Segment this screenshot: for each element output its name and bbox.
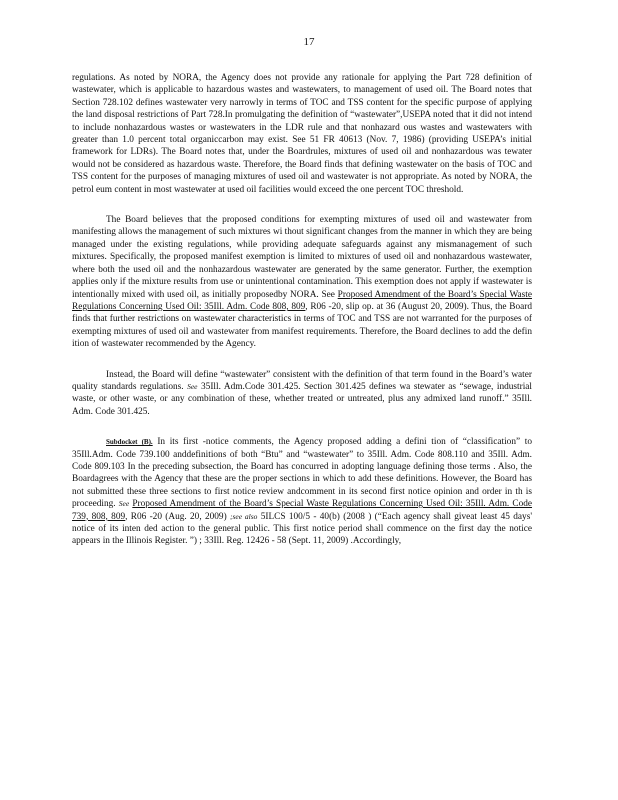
page-number: 17 [303,36,315,48]
signal-word: See [187,381,198,391]
body-text-run: , R06 -20 (Aug. 20, 2009) [125,511,230,522]
signal-word: See [118,499,130,509]
citation-text: Proposed Amendment of the Board’s Special Waste Regulations Concerning Used Oil: 35Ill. Adm. Code 808, 809 [72,289,532,312]
document-body [72,72,532,548]
body-text-run: Instead, the Board will define “wastewater” consistent with the definition of that term found in the Board’s water quality standards regulations. [72,369,532,392]
body-text-run: regulations. As noted by NORA, the Agency does not provide any rationale for applying the Part 728 definition of wastewater, which is applicable to hazardous wastes and wastewaters, to management of used oil. The Board notes that Section 728.102 defines wastewater very narrowly in terms of TOC and TSS content for the specific purpose of applying the land disposal restrictions of Part 728.In promulgating the definition of “wastewater”,USEPA noted that it did not intend to include nonhazardous wastes or wastewaters in the LDR rule and that nonhazard ous wastes and wastewaters with greater than 1.0 percent total organiccarbon may exist. See 51 FR 40613 (Nov. 7, 1986) (providing USEPA’s initial framework for LDRs). The Board notes that, under the Boardrules, mixtures of used oil and nonhazardous was tewater would not be considered as hazardous waste. Therefore, the Board finds that defining wastewater on the basis of TOC and TSS content for the purposes of managing mixtures of used oil and wastewater is not appropriate. As noted by NORA, the petrol eum content in most wastewater at used oil facilities would exceed the one percent TOC threshold. [72,73,532,195]
body-text-run: , R06 -20, slip op. at 36 (August 20, 2009). Thus, the Board finds that further restrictions on wastewater characteristics in terms of TOC and TSS are not warranted for the purposes of exempting mixtures of used oil and wastewater from manifest requirements. Therefore, the Board declines to add the defin ition of wastewater recommended by the Agency. [72,301,532,350]
paragraph-2 [72,214,532,350]
paragraph-1 [72,72,532,196]
body-text-run: 35Ill. Adm.Code 301.425. Section 301.425 defines wa stewater as “sewage, industrial waste, or other waste, or any combination of these, whether treated or untreated, plus any admixed land runoff.” 35Ill. Adm. Code 301.425. [72,381,532,417]
body-text-run: The Board believes that the proposed conditions for exempting mixtures of used oil and wastewater from manifesting allows the management of such mixtures wi thout significant changes from the manner in which they are being managed under the existing regulations, while providing adequate safeguards against any mismanagement of such mixtures. Specifically, the proposed manifest exemption is limited to mixtures of used oil and nonhazardous wastewater, where both the used oil and the nonhazardous wastewater are generated by the same generator. Further, the exemption applies only if the mixture results from use or unintentional contamination. This exemption does not apply if wastewater is intentionally mixed with used oil, as initially proposedby NORA. See [72,215,532,300]
body-text-run: 5ILCS 100/5 - 40(b) (2008 ) (“Each agency shall giveat least 45 days' notice of its inten ded action to the general public. This first notice period shall commence on the first day the notice appears in the Illinois Register. ”) ; 33Ill. Reg. 12426 - 58 (Sept. 11, 2009) .Accordingly, [72,511,532,547]
paragraph-3 [72,369,532,419]
citation-text: Proposed Amendment of the Board’s Special Waste Regulations Concerning Used Oil: 35Ill. Adm. Code 739, 808, 809 [72,499,533,522]
paragraph-4 [72,436,532,548]
signal-word: ;see also [229,511,258,521]
body-text-run: In its first -notice comments, the Agency proposed adding a defini tion of “classification” to 35Ill.Adm. Code 739.100 anddefinitions of both “Btu” and “wastewater” to 35Ill. Adm. Code 808.110 and 35Ill. Adm. Code 809.103 In the preceding subsection, the Board has concurred in adopting language defining those terms . Also, the Boardagrees with the Agency that these are the proper sections in which to add these definitions. However, the Board has not submitted these three sections to first notice review andcomment in its second first notice opinion and order in th is proceeding. [72,437,532,510]
citation-text: Subdocket (B). [106,438,153,447]
